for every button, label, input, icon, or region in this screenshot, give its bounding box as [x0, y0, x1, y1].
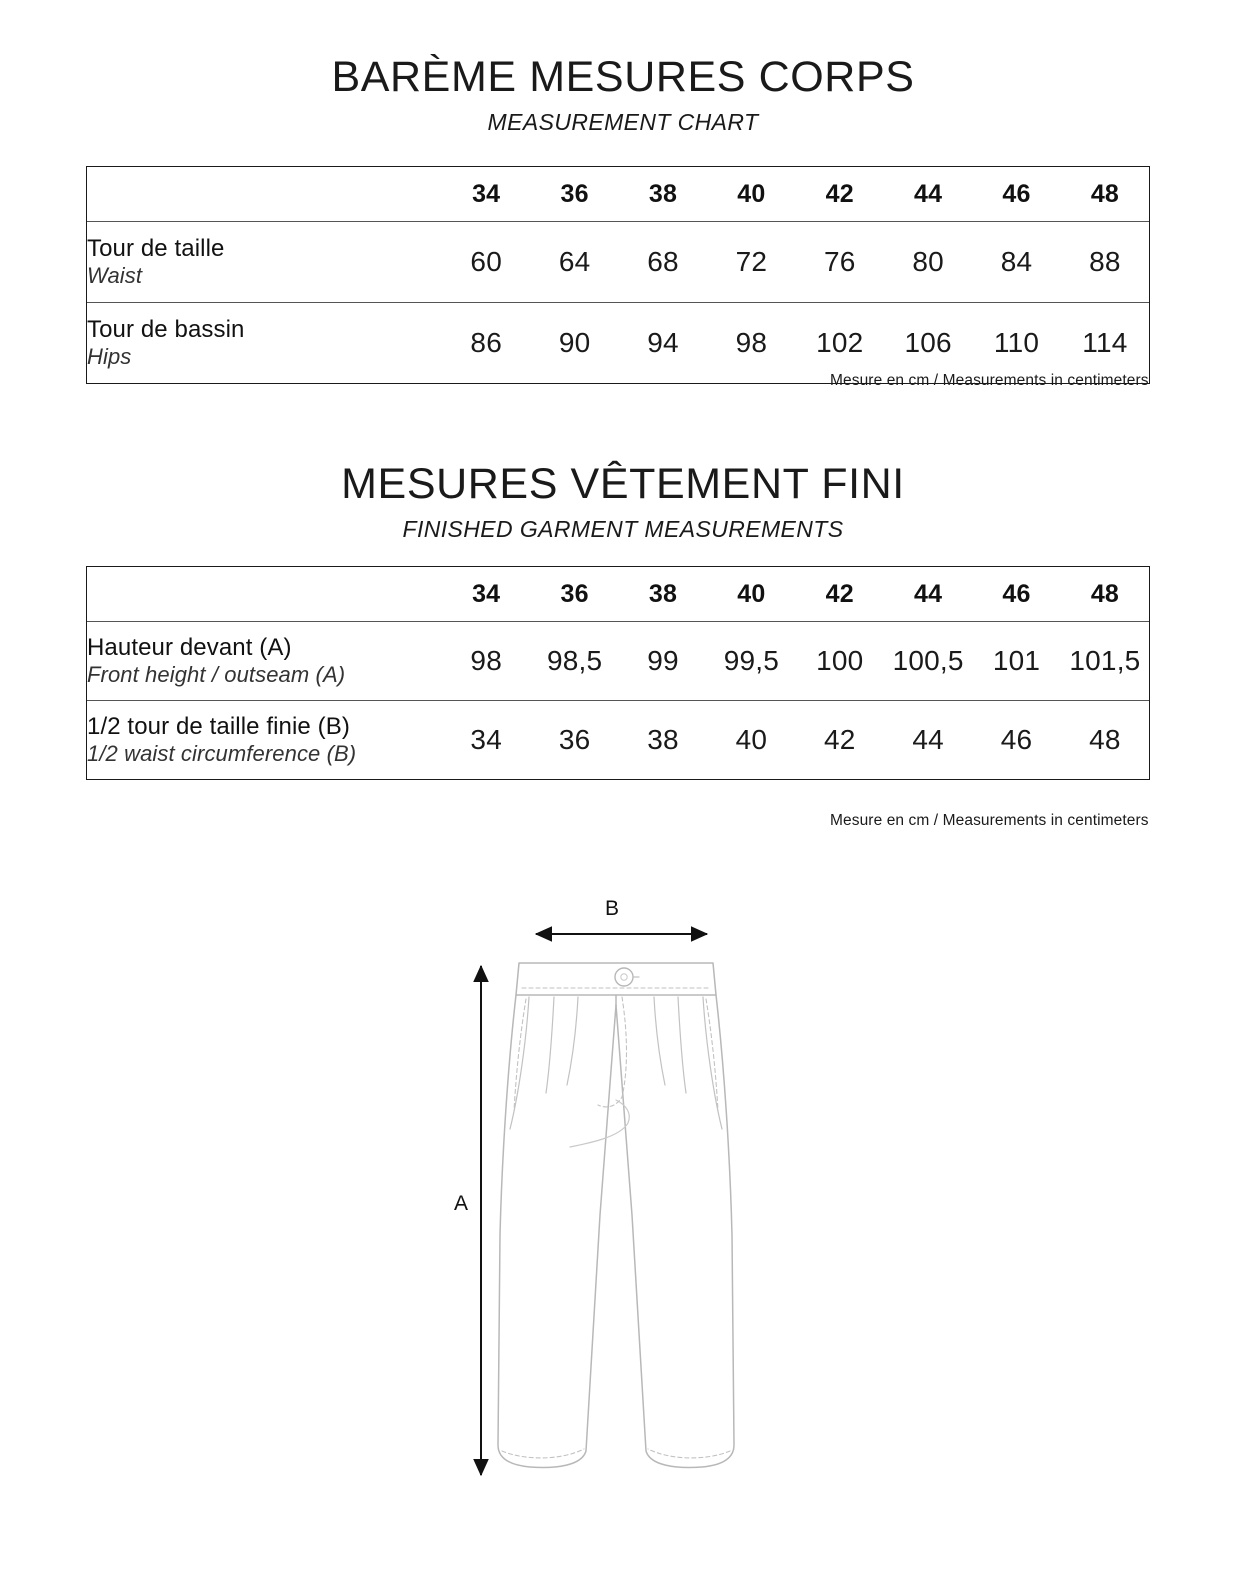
row-label-cell [87, 222, 442, 303]
measurement-value: 106 [884, 303, 972, 384]
left-pleat-outer [546, 997, 554, 1093]
measurement-value: 38 [619, 701, 707, 780]
size-header: 36 [560, 179, 589, 208]
measurement-value: 94 [619, 303, 707, 384]
header-blank-cell [87, 167, 442, 222]
row-label-en: Hips [87, 344, 132, 370]
size-header: 38 [648, 579, 678, 608]
table-row [87, 701, 1149, 780]
size-header: 48 [1090, 579, 1120, 608]
right-leg-outline [616, 995, 734, 1467]
crotch-drape-line [570, 1100, 629, 1147]
table-header-row [87, 167, 1149, 222]
left-pocket-opening [510, 997, 529, 1129]
right-pocket-opening [703, 997, 722, 1129]
measurement-value: 64 [530, 222, 618, 303]
trousers-outline [498, 963, 734, 1467]
section-2-subtitle: FINISHED GARMENT MEASUREMENTS [402, 516, 844, 542]
unit-footnote: Mesure en cm / Measurements in centimeters [830, 812, 1149, 829]
trousers-technical-drawing [430, 885, 820, 1515]
measurement-value: 102 [796, 303, 884, 384]
measurement-value: 86 [442, 303, 530, 384]
size-header: 40 [737, 179, 766, 208]
size-header: 44 [914, 179, 943, 208]
right-side-stitch [706, 999, 718, 1111]
size-header: 34 [472, 579, 501, 608]
measurement-value: 68 [619, 222, 707, 303]
row-label-cell [87, 701, 442, 780]
measurement-value: 98,5 [530, 622, 618, 701]
section-1-subtitle: MEASUREMENT CHART [487, 109, 759, 135]
left-pleat-inner [567, 997, 578, 1085]
measurement-value: 60 [442, 222, 530, 303]
row-label-cell [87, 622, 442, 701]
measurement-value: 114 [1061, 303, 1149, 384]
unit-footnote: Mesure en cm / Measurements in centimeters [830, 372, 1149, 389]
measurement-value: 100,5 [884, 622, 972, 701]
measurement-value: 46 [972, 701, 1060, 780]
size-header: 42 [825, 179, 854, 208]
measurement-value: 42 [796, 701, 884, 780]
right-hem-stitch [648, 1449, 730, 1458]
header-blank-cell [87, 567, 442, 622]
measurement-value: 90 [530, 303, 618, 384]
measurement-value: 36 [530, 701, 618, 780]
dimension-b-label: B [604, 897, 620, 920]
measurement-value: 101 [972, 622, 1060, 701]
measurement-value: 40 [707, 701, 795, 780]
measurement-value: 98 [707, 303, 795, 384]
row-label-fr: Tour de taille [87, 234, 225, 262]
table-row [87, 222, 1149, 303]
row-label-en: Waist [87, 263, 143, 289]
left-leg-outline [498, 995, 616, 1467]
dimension-a-label: A [453, 1192, 469, 1215]
row-label-cell [87, 303, 442, 384]
size-header: 44 [914, 579, 943, 608]
measurement-value: 98 [442, 622, 530, 701]
measurement-value: 44 [884, 701, 972, 780]
size-header: 48 [1090, 179, 1120, 208]
row-label-en: 1/2 waist circumference (B) [87, 741, 357, 767]
measurement-value: 72 [707, 222, 795, 303]
left-hem-stitch [502, 1449, 584, 1458]
measurement-value: 101,5 [1061, 622, 1149, 701]
measurement-value: 110 [972, 303, 1060, 384]
body-measurement-table [86, 166, 1150, 384]
measurement-value: 76 [796, 222, 884, 303]
row-label-fr: Hauteur devant (A) [87, 633, 292, 661]
measurement-value: 99,5 [707, 622, 795, 701]
trousers-stitch-details [502, 988, 730, 1458]
size-header: 36 [560, 579, 589, 608]
section-1-title: BARÈME MESURES CORPS [331, 53, 915, 101]
measurement-value: 88 [1061, 222, 1149, 303]
measurement-value: 100 [796, 622, 884, 701]
measurement-value: 80 [884, 222, 972, 303]
section-2-title: MESURES VÊTEMENT FINI [341, 460, 905, 508]
size-header: 38 [648, 179, 678, 208]
table-row [87, 622, 1149, 701]
table-header-row [87, 567, 1149, 622]
row-label-en: Front height / outseam (A) [87, 662, 346, 688]
size-header: 46 [1002, 179, 1031, 208]
measurement-value: 34 [442, 701, 530, 780]
measurement-value: 84 [972, 222, 1060, 303]
measurement-value: 99 [619, 622, 707, 701]
measurement-value: 48 [1061, 701, 1149, 780]
waistband-button [615, 968, 639, 986]
left-side-stitch [514, 999, 526, 1111]
right-pleat-inner [654, 997, 665, 1085]
size-header: 42 [825, 579, 854, 608]
size-header: 34 [472, 179, 501, 208]
garment-measurement-table [86, 566, 1150, 780]
row-label-fr: 1/2 tour de taille finie (B) [87, 712, 350, 740]
size-header: 46 [1002, 579, 1031, 608]
right-pleat-outer [678, 997, 686, 1093]
table-row [87, 303, 1149, 384]
size-header: 40 [737, 579, 766, 608]
trousers-pleats-pockets [510, 997, 722, 1129]
row-label-fr: Tour de bassin [87, 315, 245, 343]
